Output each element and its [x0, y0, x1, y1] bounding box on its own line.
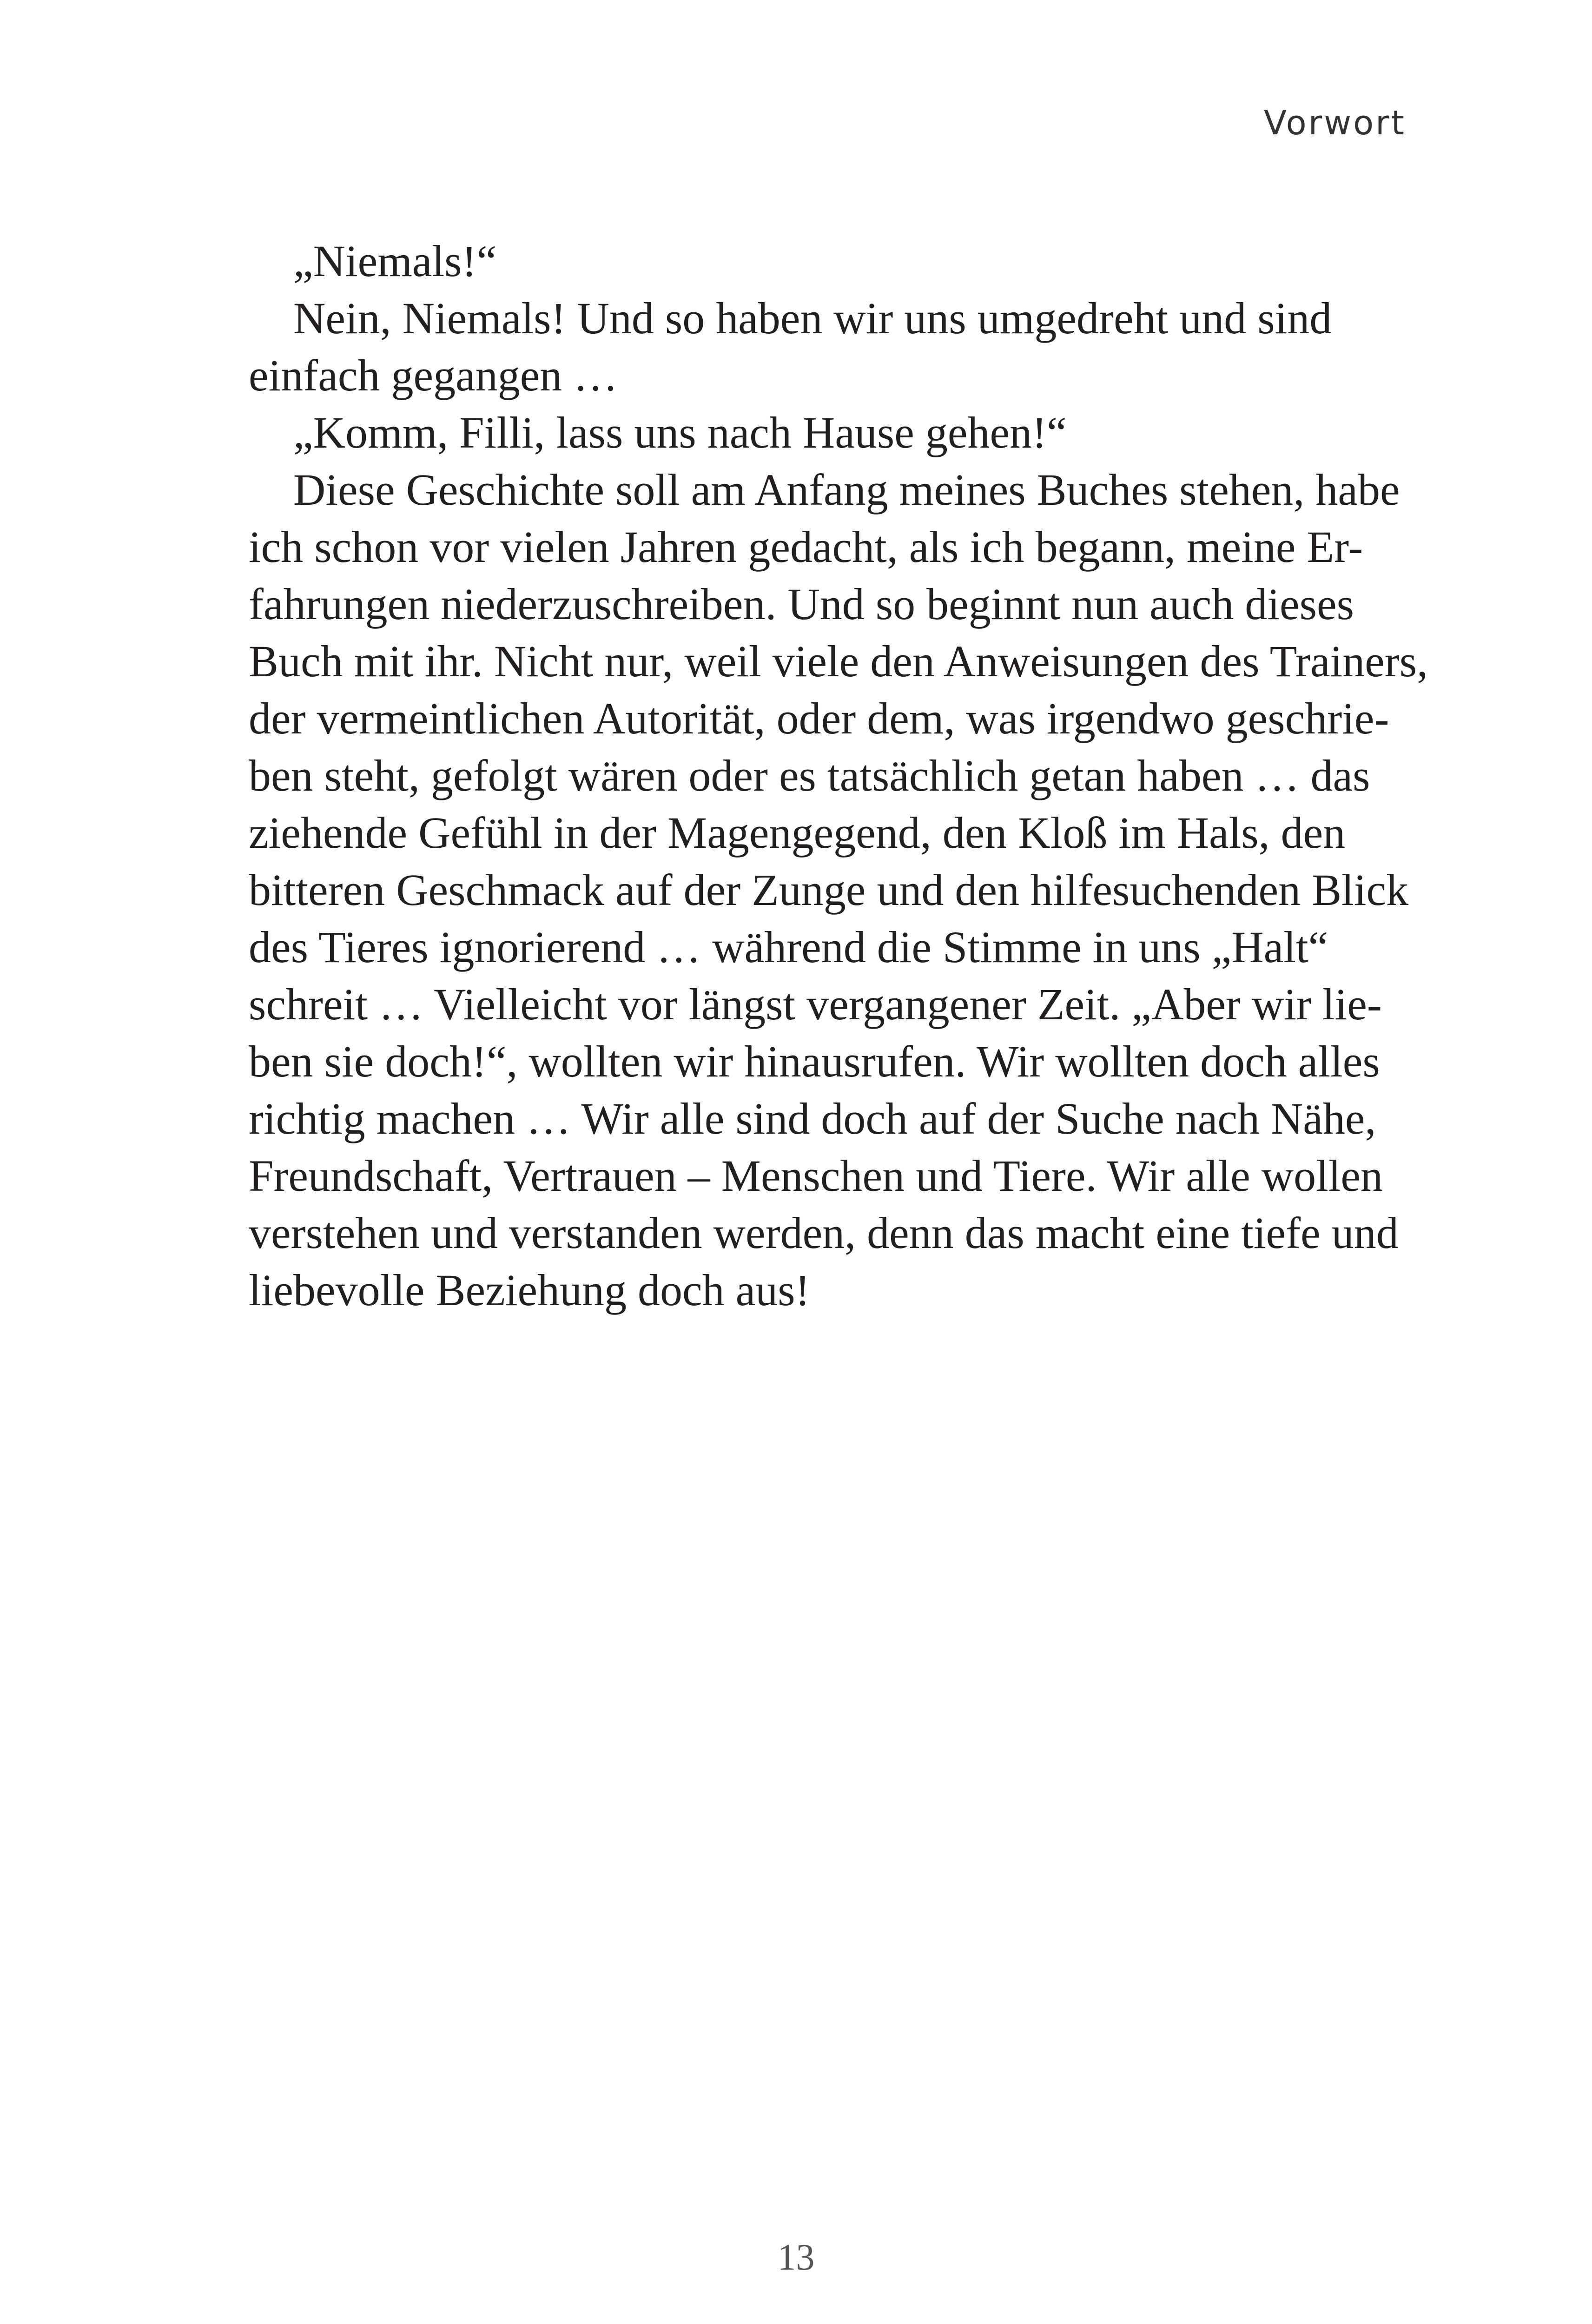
text-line: ben sie doch!“, wollten wir hinausrufen. Wir wollten doch alles	[249, 1037, 1380, 1086]
running-head: Vorwort	[1263, 103, 1406, 142]
page-number: 13	[777, 2237, 815, 2278]
text-line: Buch mit ihr. Nicht nur, weil viele den Anweisungen des Trainers,	[249, 636, 1428, 686]
text-line: Diese Geschichte soll am Anfang meines Buches stehen, habe	[293, 465, 1400, 515]
text-line: ben steht, gefolgt wären oder es tatsächlich getan haben … das	[249, 751, 1370, 800]
body-text	[249, 232, 1428, 1319]
text-line: verstehen und verstanden werden, denn das macht eine tiefe und	[249, 1208, 1399, 1258]
text-line: richtig machen … Wir alle sind doch auf der Suche nach Nähe,	[249, 1094, 1376, 1143]
text-line: des Tieres ignorierend … während die Stimme in uns „Halt“	[249, 922, 1328, 972]
text-line: einfach gegangen …	[249, 350, 618, 400]
text-line: ziehende Gefühl in der Magengegend, den Kloß im Hals, den	[249, 808, 1346, 858]
text-line: „Niemals!“	[293, 236, 497, 286]
text-line: fahrungen niederzuschreiben. Und so beginnt nun auch dieses	[249, 579, 1354, 629]
text-line: bitteren Geschmack auf der Zunge und den hilfesuchenden Blick	[249, 865, 1409, 915]
text-line: ich schon vor vielen Jahren gedacht, als ich begann, meine Er-	[249, 522, 1363, 572]
text-line: „Komm, Filli, lass uns nach Hause gehen!“	[293, 408, 1067, 457]
text-line: Nein, Niemals! Und so haben wir uns umgedreht und sind	[293, 293, 1332, 343]
text-line: schreit … Vielleicht vor längst vergangener Zeit. „Aber wir lie-	[249, 979, 1382, 1029]
text-line: Freundschaft, Vertrauen – Menschen und Tiere. Wir alle wollen	[249, 1151, 1383, 1201]
text-line: liebevolle Beziehung doch aus!	[249, 1265, 810, 1315]
text-line: der vermeintlichen Autorität, oder dem, was irgendwo geschrie-	[249, 693, 1389, 743]
